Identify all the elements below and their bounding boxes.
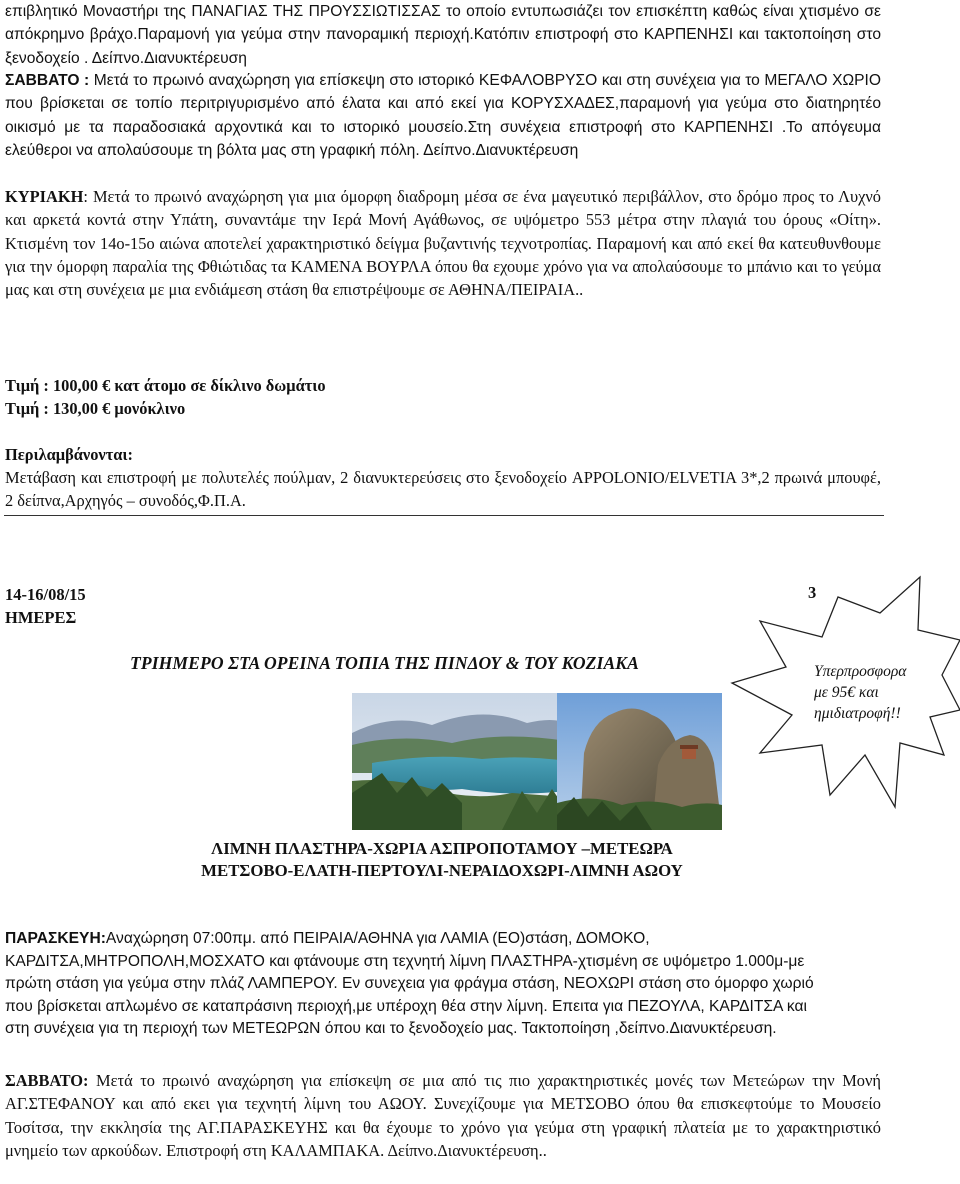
offer-line-3: ημιδιατροφή!! — [814, 705, 901, 722]
saturday2-label: ΣΑΒΒΑΤΟ: — [5, 1071, 89, 1090]
days-word: ΗΜΕΡΕΣ — [5, 608, 77, 627]
saturday-paragraph — [5, 69, 881, 162]
offer-text — [814, 661, 954, 724]
included-label: Περιλαμβάνονται: — [5, 445, 133, 464]
offer-line-1: Υπερπροσφορα — [814, 663, 907, 680]
friday-text: Αναχώρηση 07:00πμ. από ΠΕΙΡΑΙΑ/ΑΘΗΝΑ για ΛΑΜΙΑ (ΕΟ)στάση, ΔΟΜΟΚΟ, ΚΑΡΔΙΤΣΑ,ΜΗΤΡΟΠΟΛΗ,ΜΟΣΧΑΤΟ και φτάνουμε στη τεχνητή λίμνη ΠΛΑΣΤΗΡΑ-χτισμένη σε υψόμετρο 1.000μ-με πρώτη στάση για γεύμα στην πλάζ ΛΑΜΠΕΡΟΥ. Εν συνεχεια για φράγμα στάση, ΝΕΟΧΩΡΙ στάση στο όμορφο χωριό που βρίσκεται απλωμένο σε καταπράσινη περιοχή,με υπέροχη θέα στην λίμνη. Επειτα για ΠΕΖΟΥΛΑ, ΚΑΡΔΙΤΣΑ και στη συνέχεια για τη περιοχή των ΜΕΤΕΩΡΩΝ όπου και το ξενοδοχείο μας. Τακτοποίηση ,δείπνο.Διανυκτέρευση. — [5, 930, 814, 1037]
sunday-text: : Μετά το πρωινό αναχώρηση για μια όμορφη διαδρομη μέσα σε ένα μαγευτικό περιβάλλον, στο δρόμο προς το Λυχνό και αρκετά κοντά στην Υπάτη, συναντάμε την Ιερά Μονή Αγάθωνος, σε υψόμετρο 553 μέτρα στην πλαγιά του όρους «Οίτη». Κτισμένη τον 14ο-15ο αιώνα αποτελεί χαρακτηριστικό δείγμα βυζαντινής τεχνοτροπίας. Παραμονή και από εκεί θα κατευθυνθουμε για την όμορφη παραλία της Φθιώτιδας τα ΚΑΜΕΝΑ ΒΟΥΡΛΑ όπου θα εχουμε χρόνο για να απολαύσουμε το μπάνιο και το γεύμα μας και στη συνέχεια με μια ενδιάμεση στάση θα επιστρέψουμε σε ΑΘΗΝΑ/ΠΕΙΡΑΙΑ.. — [5, 187, 881, 300]
price-single: Τιμή : 130,00 € μονόκλινο — [5, 399, 186, 418]
intro-text: επιβλητικό Μοναστήρι της ΠΑΝΑΓΙΑΣ ΤΗΣ ΠΡΟΥΣΣΙΩΤΙΣΣΑΣ το οποίο εντυπωσιάζει τον επισκέπτη καθώς είναι χτισμένο σε απόκρημνο βράχο.Παραμονή για γεύμα στην πανοραμική περιοχή.Κατόπιν επιστροφή στο ΚΑΡΠΕΝΗΣΙ και τακτοποίηση στο ξενοδοχείο . Δείπνο.Διανυκτέρευση — [5, 3, 881, 67]
divider-line — [4, 515, 884, 516]
saturday2-text: Μετά το πρωινό αναχώρηση για επίσκεψη σε μια από τις πιο χαρακτηριστικές μονές των Μετεώρων την Μονή ΑΓ.ΣΤΕΦΑΝΟΥ και από εκει για τεχνητή λίμνη του ΑΩΟΥ. Συνεχίζουμε για ΜΕΤΣΟΒΟ όπου θα επισκεφτούμε το Μουσείο Τοσίτσα, την εκκλησία της ΑΓ.ΠΑΡΑΣΚΕΥΗΣ και θα έχουμε το χρόνο για γεύμα στη γραφική πλατεία με το χαρακτηριστικό μνημείο των αρκούδων. Επιστροφή στη ΚΑΛΑΜΠΑΚΑ. Δείπνο.Διανυκτέρευση.. — [5, 1071, 881, 1160]
package-dates — [5, 583, 86, 629]
saturday-label: ΣΑΒΒΑΤΟ : — [5, 72, 90, 89]
included-text: Μετάβαση και επιστροφή με πολυτελές πούλμαν, 2 διανυκτερεύσεις στο ξενοδοχείο APPOLONIO/ELVETIA 3*,2 πρωινά μπουφέ, 2 δείπνα,Αρχηγός – συνοδός,Φ.Π.Α. — [5, 468, 881, 511]
friday-paragraph — [5, 928, 835, 1041]
route-line-2: ΜΕΤΣΟΒΟ-ΕΛΑΤΗ-ΠΕΡΤΟΥΛΙ-ΝΕΡΑΙΔΟΧΩΡΙ-ΛΙΜΝΗ ΑΩΟΥ — [201, 861, 683, 880]
days-count: 3 — [808, 583, 817, 602]
saturday2-paragraph — [5, 1069, 881, 1162]
sunday-label: ΚΥΡΙΑΚΗ — [5, 187, 84, 206]
landscape-photo — [352, 693, 722, 830]
package-title: ΤΡΙΗΜΕΡΟ ΣΤΑ ΟΡΕΙΝΑ ΤΟΠΙΑ ΤΗΣ ΠΙΝΔΟΥ & ΤΟΥ ΚΟΖΙΑΚΑ — [130, 653, 639, 673]
offer-line-2: με 95€ και — [814, 684, 879, 701]
sunday-paragraph — [5, 185, 881, 301]
intro-paragraph — [5, 0, 881, 70]
saturday-text: Μετά το πρωινό αναχώρηση για επίσκεψη στο ιστορικό ΚΕΦΑΛΟΒΡΥΣΟ και στη συνέχεια για το ΜΕΓΑΛΟ ΧΩΡΙΟ που βρίσκεται σε τοπίο περιτριγυρισμένο από έλατα και από εκεί για ΚΟΡΥΣΧΑΔΕΣ,παραμονή για γεύμα στο διατηρητέο οικισμό με τα παραδοσιακά αρχοντικά και το ιστορικό μουσείο.Στη συνέχεια επιστροφή στο ΚΑΡΠΕΝΗΣΙ .Το απόγευμα ελεύθεροι να απολαύσουμε τη βόλτα μας στη γραφική πόλη. Δείπνο.Διανυκτέρευση — [5, 72, 881, 159]
dates-value: 14-16/08/15 — [5, 585, 86, 604]
price-double: Τιμή : 100,00 € κατ άτομο σε δίκλινο δωμάτιο — [5, 376, 326, 395]
route-line-1: ΛΙΜΝΗ ΠΛΑΣΤΗΡΑ-ΧΩΡΙΑ ΑΣΠΡΟΠΟΤΑΜΟΥ –ΜΕΤΕΩΡΑ — [211, 839, 673, 858]
friday-label: ΠΑΡΑΣΚΕΥΗ: — [5, 930, 106, 947]
